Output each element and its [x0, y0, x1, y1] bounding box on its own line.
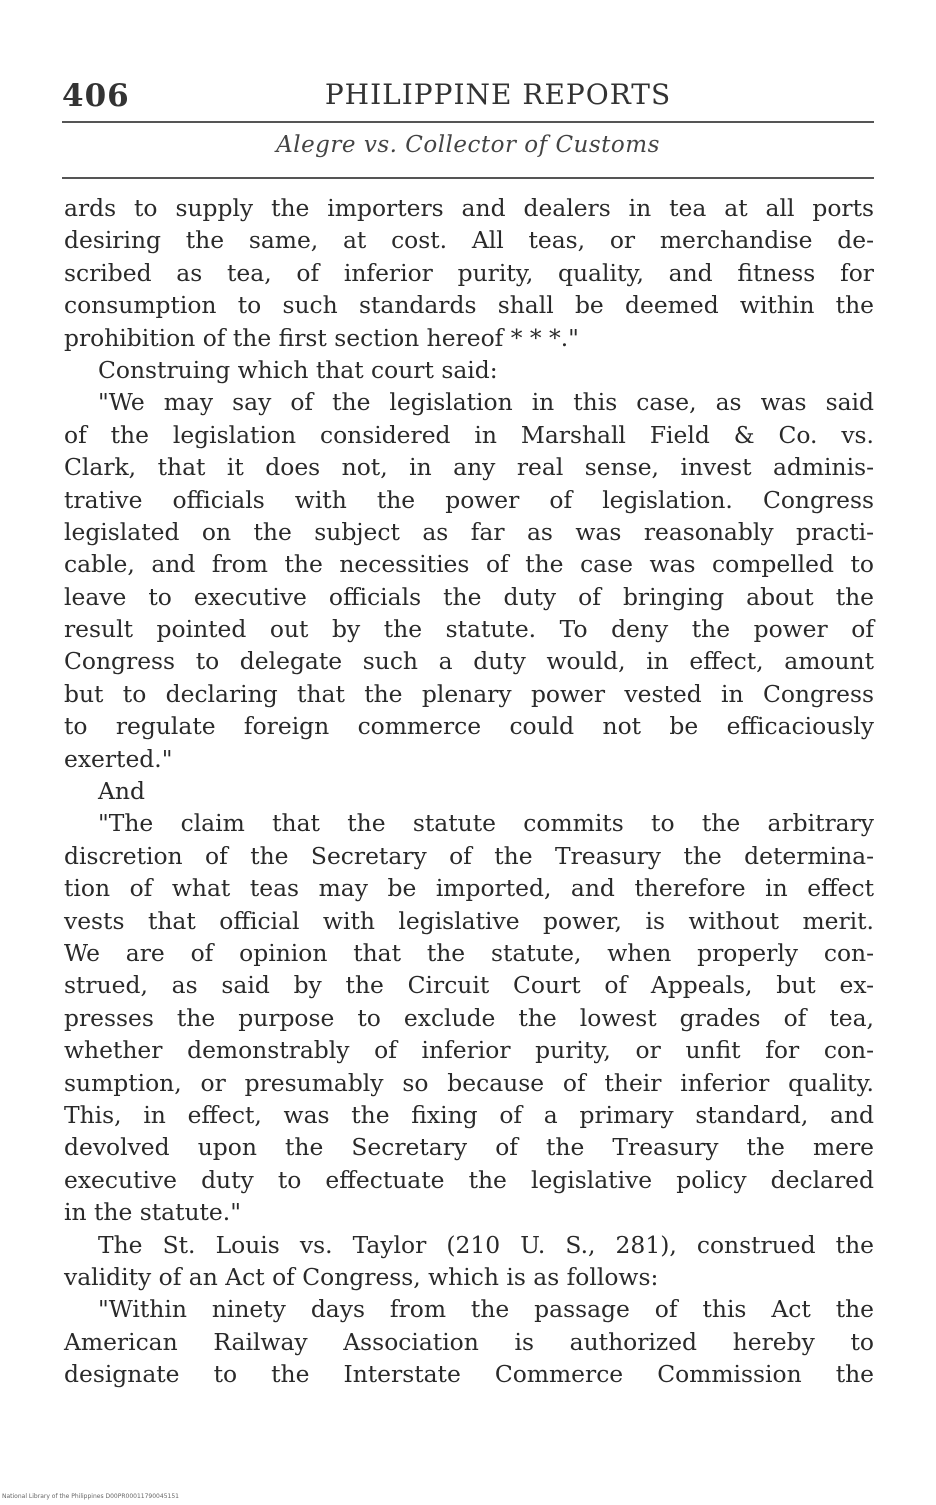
text-line: "We may say of the legislation in this case, as was said	[98, 388, 874, 417]
text-line: exerted."	[64, 744, 173, 773]
text-line: "The claim that the statute commits to the arbitrary	[98, 809, 874, 838]
text-line: result pointed out by the statute. To deny the power of	[64, 615, 874, 644]
header-row	[62, 70, 874, 120]
text-line: discretion of the Secretary of the Treasury the determina-	[64, 841, 874, 870]
case-title: Alegre vs. Collector of Customs	[276, 132, 660, 158]
text-line: of the legislation considered in Marshall Field & Co. vs.	[64, 420, 874, 449]
text-line: This, in effect, was the fixing of a primary standard, and	[64, 1100, 874, 1129]
text-line: trative officials with the power of legislation. Congress	[64, 485, 874, 514]
text-line: "Within ninety days from the passage of this Act the	[98, 1295, 874, 1324]
text-line: vests that official with legislative power, is without merit.	[64, 906, 874, 935]
text-line: leave to executive officials the duty of bringing about the	[64, 582, 874, 611]
text-line: whether demonstrably of inferior purity, or unfit for con-	[64, 1036, 874, 1065]
text-line: scribed as tea, of inferior purity, quality, and fitness for	[64, 258, 874, 287]
scan-credit: National Library of the Philippines D00PR00011790045151	[2, 1493, 179, 1500]
text-line: devolved upon the Secretary of the Treasury the mere	[64, 1133, 874, 1162]
text-line: presses the purpose to exclude the lowest grades of tea,	[64, 1003, 874, 1032]
text-line: designate to the Interstate Commerce Commission the	[64, 1360, 874, 1389]
text-line: executive duty to effectuate the legislative policy declared	[64, 1165, 874, 1194]
text-line: validity of an Act of Congress, which is as follows:	[64, 1262, 659, 1291]
text-line: Construing which that court said:	[98, 355, 498, 384]
text-line: but to declaring that the plenary power vested in Congress	[64, 679, 874, 708]
text-line: legislated on the subject as far as was reasonably practi-	[64, 517, 874, 546]
header-divider-bottom	[62, 177, 874, 179]
text-line: cable, and from the necessities of the case was compelled to	[64, 550, 874, 579]
header-divider-top	[62, 121, 874, 123]
text-line: strued, as said by the Circuit Court of Appeals, but ex-	[64, 971, 874, 1000]
text-line: Clark, that it does not, in any real sense, invest adminis-	[64, 453, 874, 482]
text-line: consumption to such standards shall be deemed within the	[64, 291, 874, 320]
page-number: 406	[62, 78, 130, 114]
text-line: The St. Louis vs. Taylor (210 U. S., 281), construed the	[98, 1230, 874, 1259]
text-line: in the statute."	[64, 1198, 241, 1227]
running-title: PHILIPPINE REPORTS	[324, 78, 672, 111]
text-line: to regulate foreign commerce could not be efficaciously	[64, 712, 874, 741]
text-line: And	[98, 777, 145, 806]
text-line: prohibition of the first section hereof * * *."	[64, 323, 579, 352]
text-line: tion of what teas may be imported, and therefore in effect	[64, 874, 874, 903]
text-line: We are of opinion that the statute, when properly con-	[64, 938, 874, 967]
body-text	[64, 192, 874, 1390]
text-line: Congress to delegate such a duty would, in effect, amount	[64, 647, 874, 676]
text-line: sumption, or presumably so because of their inferior quality.	[64, 1068, 874, 1097]
text-line: ards to supply the importers and dealers in tea at all ports	[64, 194, 874, 222]
text-line: desiring the same, at cost. All teas, or merchandise de-	[64, 226, 874, 255]
text-line: American Railway Association is authorized hereby to	[64, 1327, 874, 1356]
